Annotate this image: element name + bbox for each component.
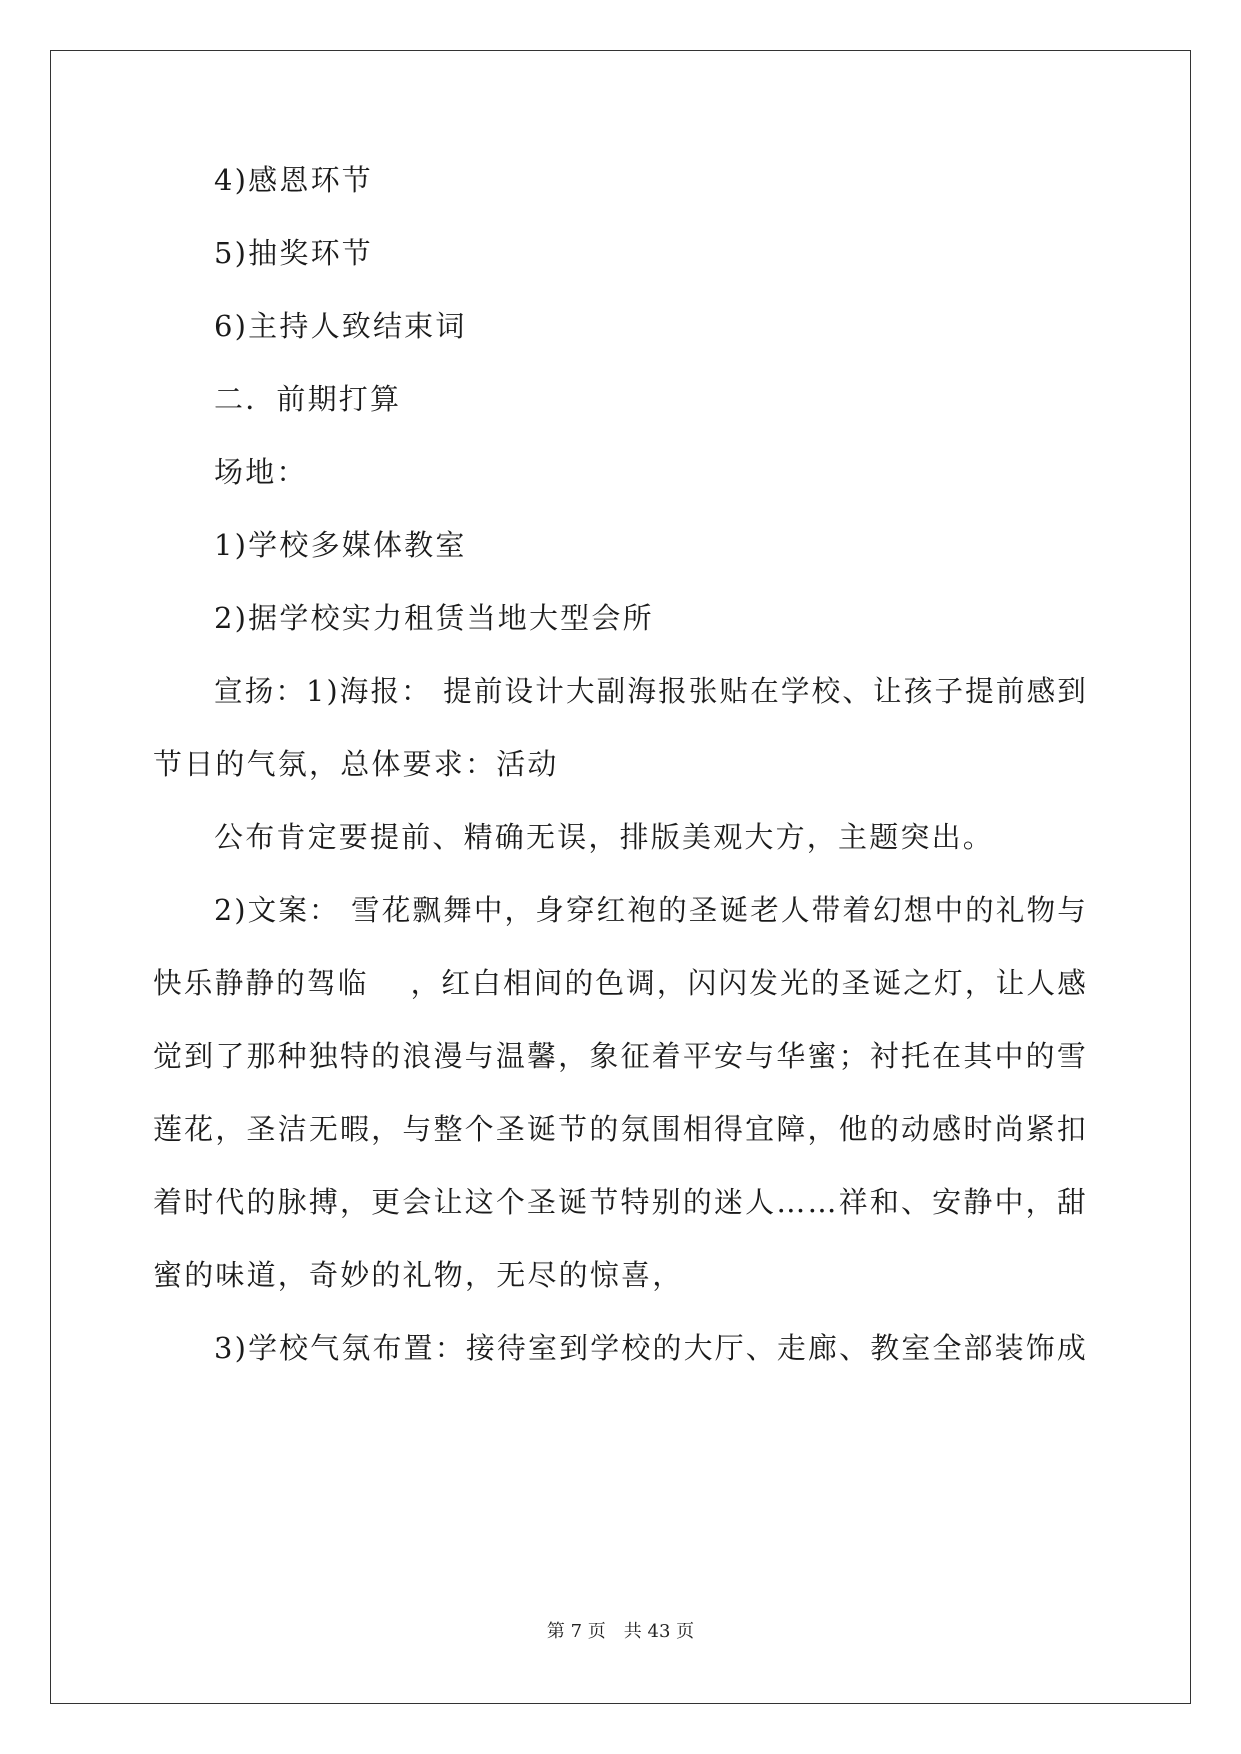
list-item-6: 6)主持人致结束词 — [214, 309, 467, 343]
paragraph-line: 着时代的脉搏，更会让这个圣诞节特别的迷人……祥和、安静中，甜 — [153, 1185, 1088, 1219]
page-footer — [0, 1617, 1241, 1643]
paragraph-line: 公布肯定要提前、精确无误，排版美观大方，主题突出。 — [214, 820, 995, 854]
venue-item-1: 1)学校多媒体教室 — [214, 528, 467, 562]
list-item-4: 4)感恩环节 — [214, 163, 373, 197]
paragraph-line: 3)学校气氛布置：接待室到学校的大厅、走廊、教室全部装饰成 — [214, 1331, 1088, 1365]
paragraph-line: 蜜的味道，奇妙的礼物，无尽的惊喜， — [153, 1258, 684, 1292]
page-number: 第 7 页 共 43 页 — [546, 1621, 695, 1642]
venue-label: 场地： — [214, 455, 308, 489]
paragraph-line: 2)文案： 雪花飘舞中，身穿红袍的圣诞老人带着幻想中的礼物与 — [214, 893, 1088, 927]
paragraph-line: 宣扬：1)海报： 提前设计大副海报张贴在学校、让孩子提前感到 — [214, 674, 1088, 708]
page-border — [50, 50, 1191, 1704]
paragraph-line: 莲花，圣洁无暇，与整个圣诞节的氛围相得宜障，他的动感时尚紧扣 — [153, 1112, 1088, 1146]
venue-item-2: 2)据学校实力租赁当地大型会所 — [214, 601, 654, 635]
paragraph-line: 节日的气氛，总体要求：活动 — [153, 747, 559, 781]
paragraph-line: 觉到了那种独特的浪漫与温馨，象征着平安与华蜜；衬托在其中的雪 — [153, 1039, 1088, 1073]
paragraph-line: 快乐静静的驾临 ，红白相间的色调，闪闪发光的圣诞之灯，让人感 — [153, 966, 1088, 1000]
list-item-5: 5)抽奖环节 — [214, 236, 373, 270]
section-heading: 二．前期打算 — [214, 382, 402, 416]
